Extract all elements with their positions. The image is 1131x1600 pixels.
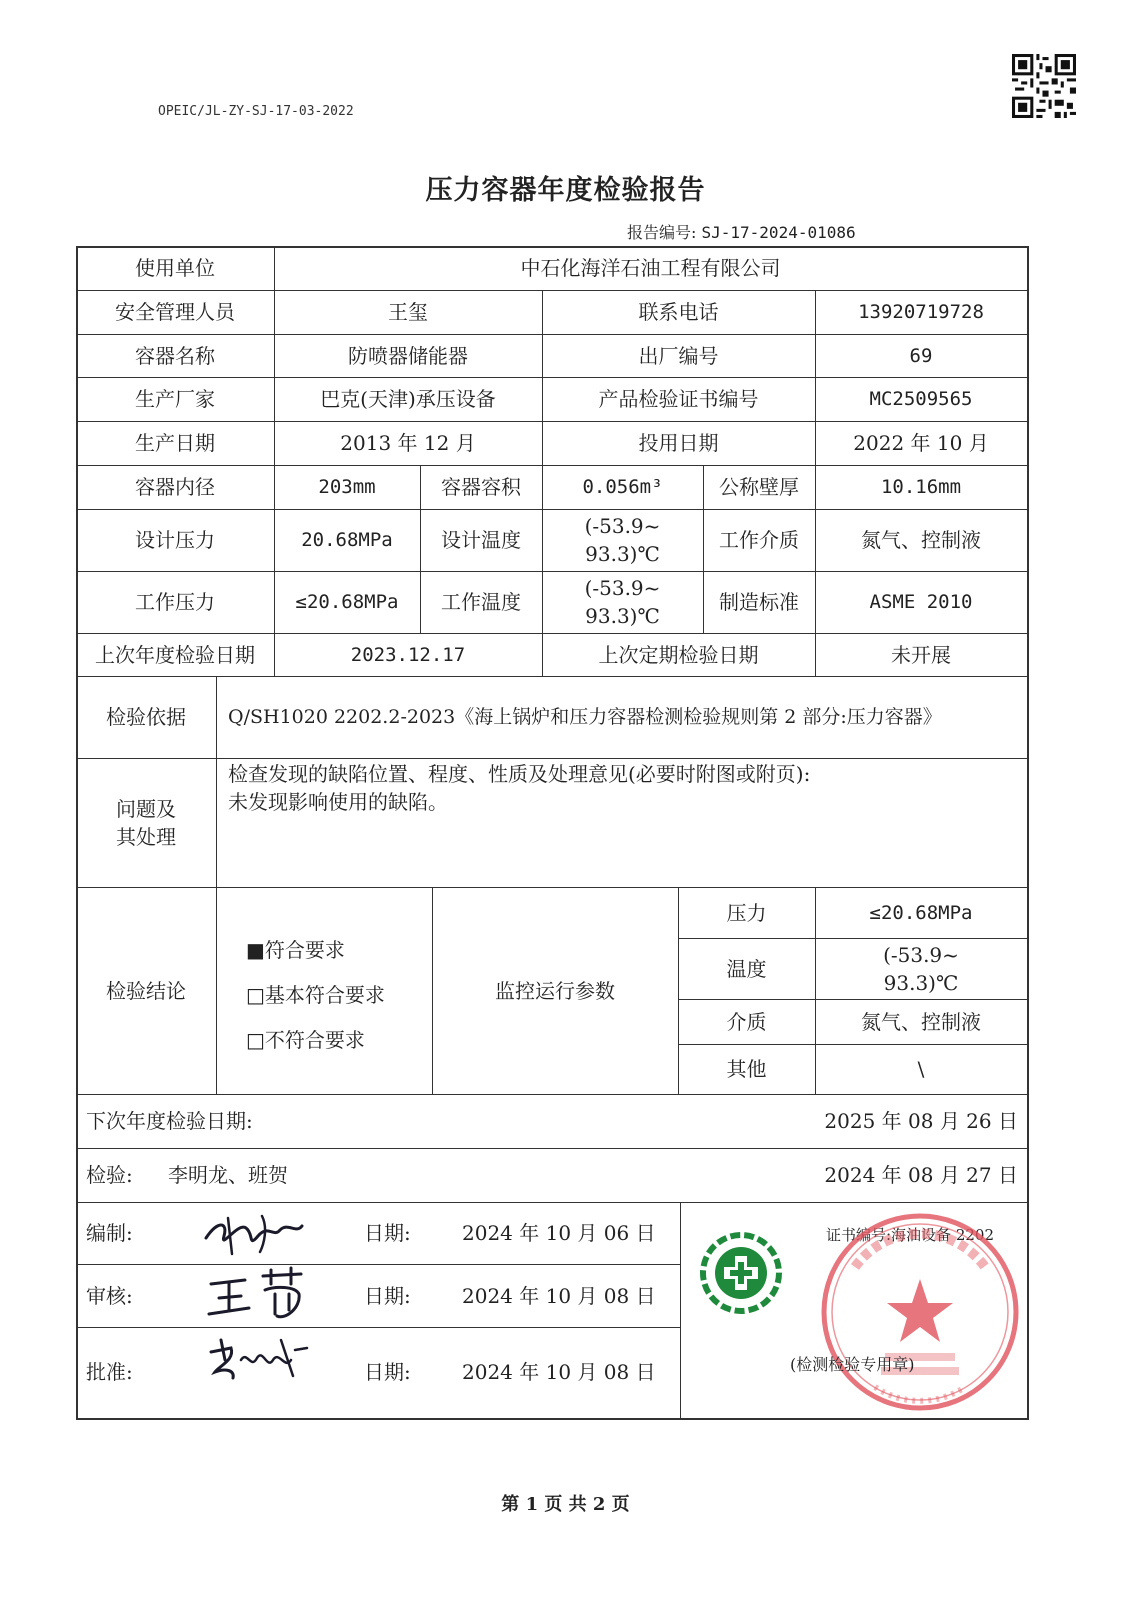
conclusion-label: 检验结论 [106,978,186,1003]
report-number-value: SJ-17-2024-01086 [701,223,856,242]
vessel-name-label: 容器名称 [135,343,215,368]
certificate-number: 证书编号:海油设备 2202 [826,1226,994,1244]
design-pressure-value: 20.68MPa [301,529,393,551]
review-date: 2024 年 10 月 08 日 [462,1283,656,1308]
review-date-label: 日期: [364,1283,411,1308]
review-label: 审核: [86,1283,133,1308]
last-periodic-date-label: 上次定期检验日期 [598,642,759,667]
work-pressure-value: ≤20.68MPa [295,591,399,613]
monitor-medium-label: 介质 [726,1009,767,1034]
monitor-pressure-value: ≤20.68MPa [869,901,973,924]
problem-label: 问题及 其处理 [116,796,176,849]
last-periodic-date-value: 未开展 [891,642,951,667]
volume-value: 0.056m³ [582,476,663,498]
preparer-signature [198,1208,308,1258]
inner-diameter-label: 容器内径 [135,475,215,499]
wall-thickness-label: 公称壁厚 [719,475,799,499]
report-number [627,220,856,243]
page-title: 压力容器年度检验报告 [425,175,706,206]
last-annual-date-label: 上次年度检验日期 [95,642,255,667]
standard-value: ASME 2010 [869,591,973,613]
approver-signature [205,1330,315,1385]
medium-label: 工作介质 [719,528,799,552]
inspect-date: 2024 年 08 月 27 日 [824,1163,1018,1187]
reviewer-signature [205,1264,315,1324]
monitor-pressure-label: 压力 [726,900,767,925]
medium-value: 氮气、控制液 [861,528,981,552]
option-not-conform: □不符合要求 [246,1028,365,1052]
safety-manager-label: 安全管理人员 [115,300,235,324]
problem-instruction: 检查发现的缺陷位置、程度、性质及处理意见(必要时附图或附页): [228,762,811,786]
next-date-value: 2025 年 08 月 26 日 [824,1109,1018,1133]
option-basically-conforms: □基本符合要求 [246,983,385,1007]
page-number: 第 1 页 共 2 页 [501,1494,630,1515]
problem-content [228,760,1018,816]
use-date-value: 2022 年 10 月 [853,431,989,455]
standard-label: 制造标准 [719,590,799,614]
manufacturer-value: 巴克(天津)承压设备 [320,387,496,411]
design-temp-value: (-53.9~ 93.3)℃ [584,514,661,566]
monitor-temp-label: 温度 [726,956,767,981]
document-code: OPEIC/JL-ZY-SJ-17-03-2022 [158,104,354,119]
monitor-temp-value: (-53.9~ 93.3)℃ [883,942,959,995]
work-pressure-label: 工作压力 [135,590,215,614]
report-number-label: 报告编号: [627,223,697,242]
factory-no-label: 出厂编号 [638,343,719,368]
safety-manager-value: 王玺 [388,300,428,324]
work-temp-value: (-53.9~ 93.3)℃ [584,576,661,628]
prepare-label: 编制: [86,1221,133,1245]
use-date-label: 投用日期 [638,431,719,455]
approve-label: 批准: [86,1359,133,1384]
official-seal-icon [815,1207,1025,1417]
volume-label: 容器容积 [441,475,521,499]
approve-date-label: 日期: [364,1359,411,1384]
qr-code-icon [1012,54,1076,118]
phone-value: 13920719728 [858,301,984,323]
prepare-date: 2024 年 10 月 06 日 [462,1221,656,1245]
user-unit-label: 使用单位 [135,256,215,280]
monitor-other-value: \ [917,1057,925,1081]
inspect-label: 检验: [86,1163,133,1187]
prepare-date-label: 日期: [364,1221,411,1245]
design-temp-label: 设计温度 [441,528,521,552]
factory-no-value: 69 [909,344,933,367]
vessel-name-value: 防喷器储能器 [348,343,468,368]
monitor-other-label: 其他 [726,1057,767,1081]
inner-diameter-value: 203mm [318,476,376,498]
stamp-label: (检测检验专用章) [790,1355,915,1374]
work-temp-label: 工作温度 [441,590,521,614]
product-cert-value: MC2509565 [869,388,973,410]
quality-logo-icon [700,1232,782,1314]
monitor-medium-value: 氮气、控制液 [861,1009,981,1034]
next-date-label: 下次年度检验日期: [86,1109,253,1133]
problem-result: 未发现影响使用的缺陷。 [228,790,448,814]
monitor-label: 监控运行参数 [495,978,615,1003]
user-unit-value: 中石化海洋石油工程有限公司 [520,256,781,280]
phone-label: 联系电话 [638,300,719,324]
conclusion-options [246,928,426,1063]
basis-label: 检验依据 [106,705,186,729]
option-conforms: ■符合要求 [246,938,345,962]
production-date-value: 2013 年 12 月 [340,431,476,455]
basis-value: Q/SH1020 2202.2-2023《海上锅炉和压力容器检测检验规则第 2 部分:压力容器》 [228,706,942,728]
inspectors: 李明龙、班贺 [168,1163,288,1187]
product-cert-label: 产品检验证书编号 [598,387,759,411]
production-date-label: 生产日期 [135,431,215,455]
last-annual-date-value: 2023.12.17 [350,643,466,666]
wall-thickness-value: 10.16mm [880,476,962,498]
design-pressure-label: 设计压力 [135,528,215,552]
manufacturer-label: 生产厂家 [135,387,215,411]
approve-date: 2024 年 10 月 08 日 [462,1359,656,1384]
